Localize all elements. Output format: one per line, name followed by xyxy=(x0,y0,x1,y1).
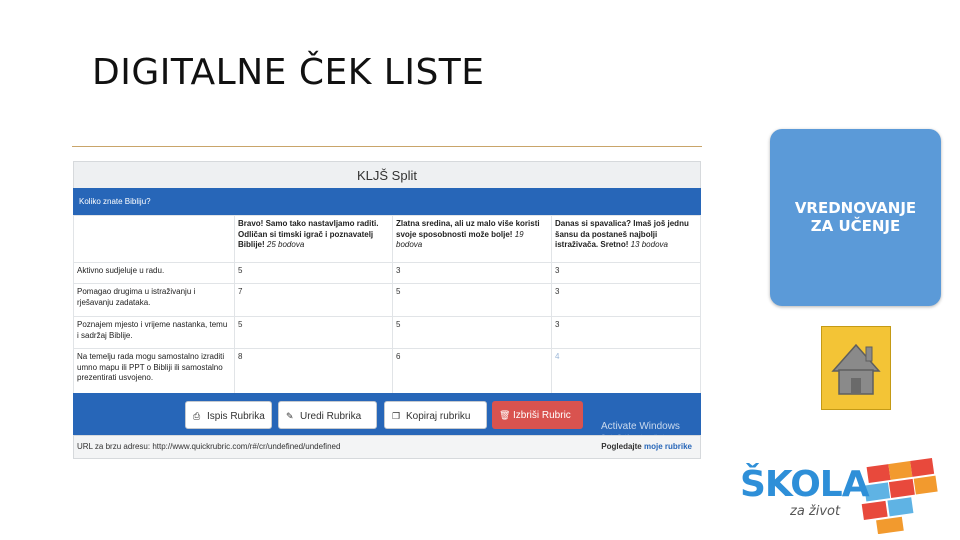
score-cell[interactable]: 8 xyxy=(235,349,393,395)
column-points: 25 bodova xyxy=(266,240,305,249)
score-cell[interactable]: 3 xyxy=(552,317,701,349)
slide-title: DIGITALNE ČEK LISTE xyxy=(92,52,485,93)
tile-line-1: VREDNOVANJE xyxy=(794,199,917,217)
divider-line xyxy=(72,146,702,147)
vrednovanje-tile[interactable] xyxy=(770,129,941,306)
score-cell[interactable]: 5 xyxy=(393,317,552,349)
home-button[interactable] xyxy=(821,326,891,410)
column-text: Zlatna sredina, ali uz malo više koristi svoje sposobnosti može bolje! xyxy=(396,219,540,239)
column-points: 13 bodova xyxy=(630,240,668,249)
edit-button[interactable] xyxy=(278,401,377,429)
home-icon xyxy=(822,327,890,409)
column-text: Danas si spavalica? Imaš još jednu šansu da postaneš najbolji istraživača. Sretno! xyxy=(555,219,689,249)
view-prefix: Pogledajte xyxy=(601,442,642,451)
panel-title: KLJŠ Split xyxy=(73,161,701,189)
criterion-cell: Pomagao drugima u istraživanju i rješavanju zadataka. xyxy=(74,284,235,317)
copy-icon: ❐ xyxy=(392,411,401,421)
url-value[interactable]: http://www.quickrubric.com/r#/cr/undefined/undefined xyxy=(152,442,341,451)
table-row xyxy=(74,263,701,284)
score-cell[interactable]: 3 xyxy=(393,263,552,284)
score-cell[interactable]: 3 xyxy=(552,263,701,284)
url-row xyxy=(73,435,701,459)
my-rubrics xyxy=(601,436,692,458)
table-row xyxy=(74,317,701,349)
score-cell[interactable]: 3 xyxy=(552,284,701,317)
delete-button-label: Izbriši Rubric xyxy=(513,410,571,421)
rubric-title: Koliko znate Bibliju? xyxy=(73,188,701,215)
criterion-cell: Na temelju rada mogu samostalno izraditi umno mapu ili PPT o Bibliji ili samostalno prezentirati usvojeno. xyxy=(74,349,235,395)
print-button[interactable] xyxy=(185,401,272,429)
empty-header-cell xyxy=(74,216,235,263)
print-icon: ⎙ xyxy=(193,411,201,421)
criterion-cell: Aktivno sudjeluje u radu. xyxy=(74,263,235,284)
criterion-cell: Poznajem mjesto i vrijeme nastanka, temu i sadržaj Biblije. xyxy=(74,317,235,349)
table-header-row xyxy=(74,216,701,263)
print-button-label: Ispis Rubrika xyxy=(207,411,265,422)
score-cell[interactable]: 6 xyxy=(393,349,552,395)
rubric-table xyxy=(73,215,701,395)
column-text: Bravo! Samo tako nastavljamo raditi. Odličan si timski igrač i poznavatelj Biblije! xyxy=(238,219,379,249)
skola-za-zivot-logo xyxy=(740,454,945,534)
score-cell[interactable]: 5 xyxy=(235,263,393,284)
rubric-screenshot xyxy=(72,146,702,462)
delete-button[interactable] xyxy=(492,401,583,429)
logo-text: ŠKOLA xyxy=(740,464,869,505)
column-points: 19 bodova xyxy=(396,229,524,249)
score-cell[interactable]: 5 xyxy=(393,284,552,317)
score-cell[interactable]: 5 xyxy=(235,317,393,349)
tile-label xyxy=(770,199,941,235)
edit-icon: ✎ xyxy=(286,411,294,421)
column-header xyxy=(393,216,552,263)
column-header xyxy=(235,216,393,263)
tile-line-2: ZA UČENJE xyxy=(810,217,901,235)
copy-button[interactable] xyxy=(384,401,487,429)
table-row xyxy=(74,284,701,317)
column-header xyxy=(552,216,701,263)
activate-windows-watermark: Activate Windows xyxy=(601,421,680,432)
copy-button-label: Kopiraj rubriku xyxy=(406,411,471,422)
my-rubrics-link[interactable]: moje rubrike xyxy=(643,442,692,451)
score-cell[interactable]: 7 xyxy=(235,284,393,317)
logo-tagline: za život xyxy=(790,504,841,519)
url-label: URL za brzu adresu: xyxy=(77,442,151,451)
trash-icon: 🗑 xyxy=(499,410,511,420)
score-cell[interactable]: 4 xyxy=(552,349,701,395)
edit-button-label: Uredi Rubrika xyxy=(300,411,362,422)
table-row xyxy=(74,349,701,395)
